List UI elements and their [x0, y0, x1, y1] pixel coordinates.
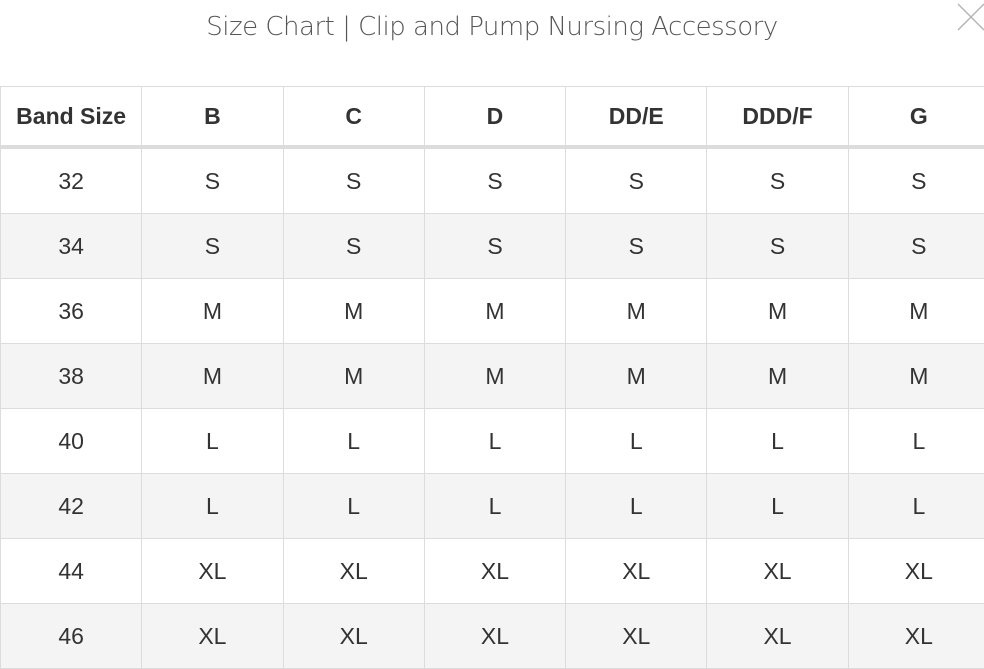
band-size-cell: 42	[1, 474, 142, 539]
table-row	[1, 344, 984, 409]
size-cell: XL	[848, 539, 984, 604]
modal-title: Size Chart | Clip and Pump Nursing Accessory	[0, 12, 984, 42]
size-cell: L	[424, 409, 565, 474]
band-size-cell: 38	[1, 344, 142, 409]
size-cell: M	[142, 344, 283, 409]
size-cell: M	[848, 279, 984, 344]
size-cell: S	[848, 214, 984, 279]
size-cell: XL	[848, 604, 984, 669]
size-cell: M	[566, 279, 707, 344]
size-cell: L	[566, 474, 707, 539]
size-cell: XL	[142, 539, 283, 604]
table-row	[1, 474, 984, 539]
size-cell: S	[424, 147, 565, 214]
size-cell: S	[142, 214, 283, 279]
size-cell: XL	[566, 604, 707, 669]
size-cell: M	[566, 344, 707, 409]
size-cell: M	[424, 279, 565, 344]
size-cell: L	[566, 409, 707, 474]
size-cell: M	[142, 279, 283, 344]
size-cell: L	[707, 409, 848, 474]
table-header-row	[1, 87, 984, 148]
header-cup-b: B	[142, 87, 283, 148]
size-cell: L	[424, 474, 565, 539]
size-cell: M	[707, 279, 848, 344]
size-cell: L	[283, 409, 424, 474]
header-band-size: Band Size	[1, 87, 142, 148]
size-cell: L	[283, 474, 424, 539]
band-size-cell: 32	[1, 147, 142, 214]
size-cell: S	[283, 214, 424, 279]
size-cell: M	[283, 279, 424, 344]
header-cup-dd-e: DD/E	[566, 87, 707, 148]
size-cell: M	[283, 344, 424, 409]
close-button[interactable]	[954, 0, 984, 34]
size-cell: L	[142, 474, 283, 539]
table-row	[1, 604, 984, 669]
size-cell: L	[848, 474, 984, 539]
size-cell: XL	[707, 539, 848, 604]
size-cell: M	[707, 344, 848, 409]
table-row	[1, 147, 984, 214]
size-cell: S	[848, 147, 984, 214]
size-cell: XL	[283, 604, 424, 669]
header-cup-ddd-f: DDD/F	[707, 87, 848, 148]
header-cup-c: C	[283, 87, 424, 148]
size-cell: S	[283, 147, 424, 214]
band-size-cell: 46	[1, 604, 142, 669]
header-cup-g: G	[848, 87, 984, 148]
close-icon	[954, 0, 984, 34]
size-cell: L	[142, 409, 283, 474]
size-cell: L	[707, 474, 848, 539]
table-row	[1, 539, 984, 604]
size-cell: XL	[424, 604, 565, 669]
band-size-cell: 40	[1, 409, 142, 474]
band-size-cell: 36	[1, 279, 142, 344]
size-cell: XL	[707, 604, 848, 669]
size-chart-table	[0, 86, 984, 669]
table-row	[1, 214, 984, 279]
size-cell: S	[142, 147, 283, 214]
table-row	[1, 409, 984, 474]
size-cell: S	[707, 147, 848, 214]
size-cell: S	[707, 214, 848, 279]
size-cell: L	[848, 409, 984, 474]
size-cell: S	[566, 214, 707, 279]
size-cell: XL	[424, 539, 565, 604]
size-cell: M	[424, 344, 565, 409]
header-cup-d: D	[424, 87, 565, 148]
band-size-cell: 34	[1, 214, 142, 279]
band-size-cell: 44	[1, 539, 142, 604]
size-cell: S	[566, 147, 707, 214]
size-cell: XL	[283, 539, 424, 604]
size-cell: S	[424, 214, 565, 279]
size-cell: XL	[566, 539, 707, 604]
size-cell: XL	[142, 604, 283, 669]
table-row	[1, 279, 984, 344]
size-cell: M	[848, 344, 984, 409]
